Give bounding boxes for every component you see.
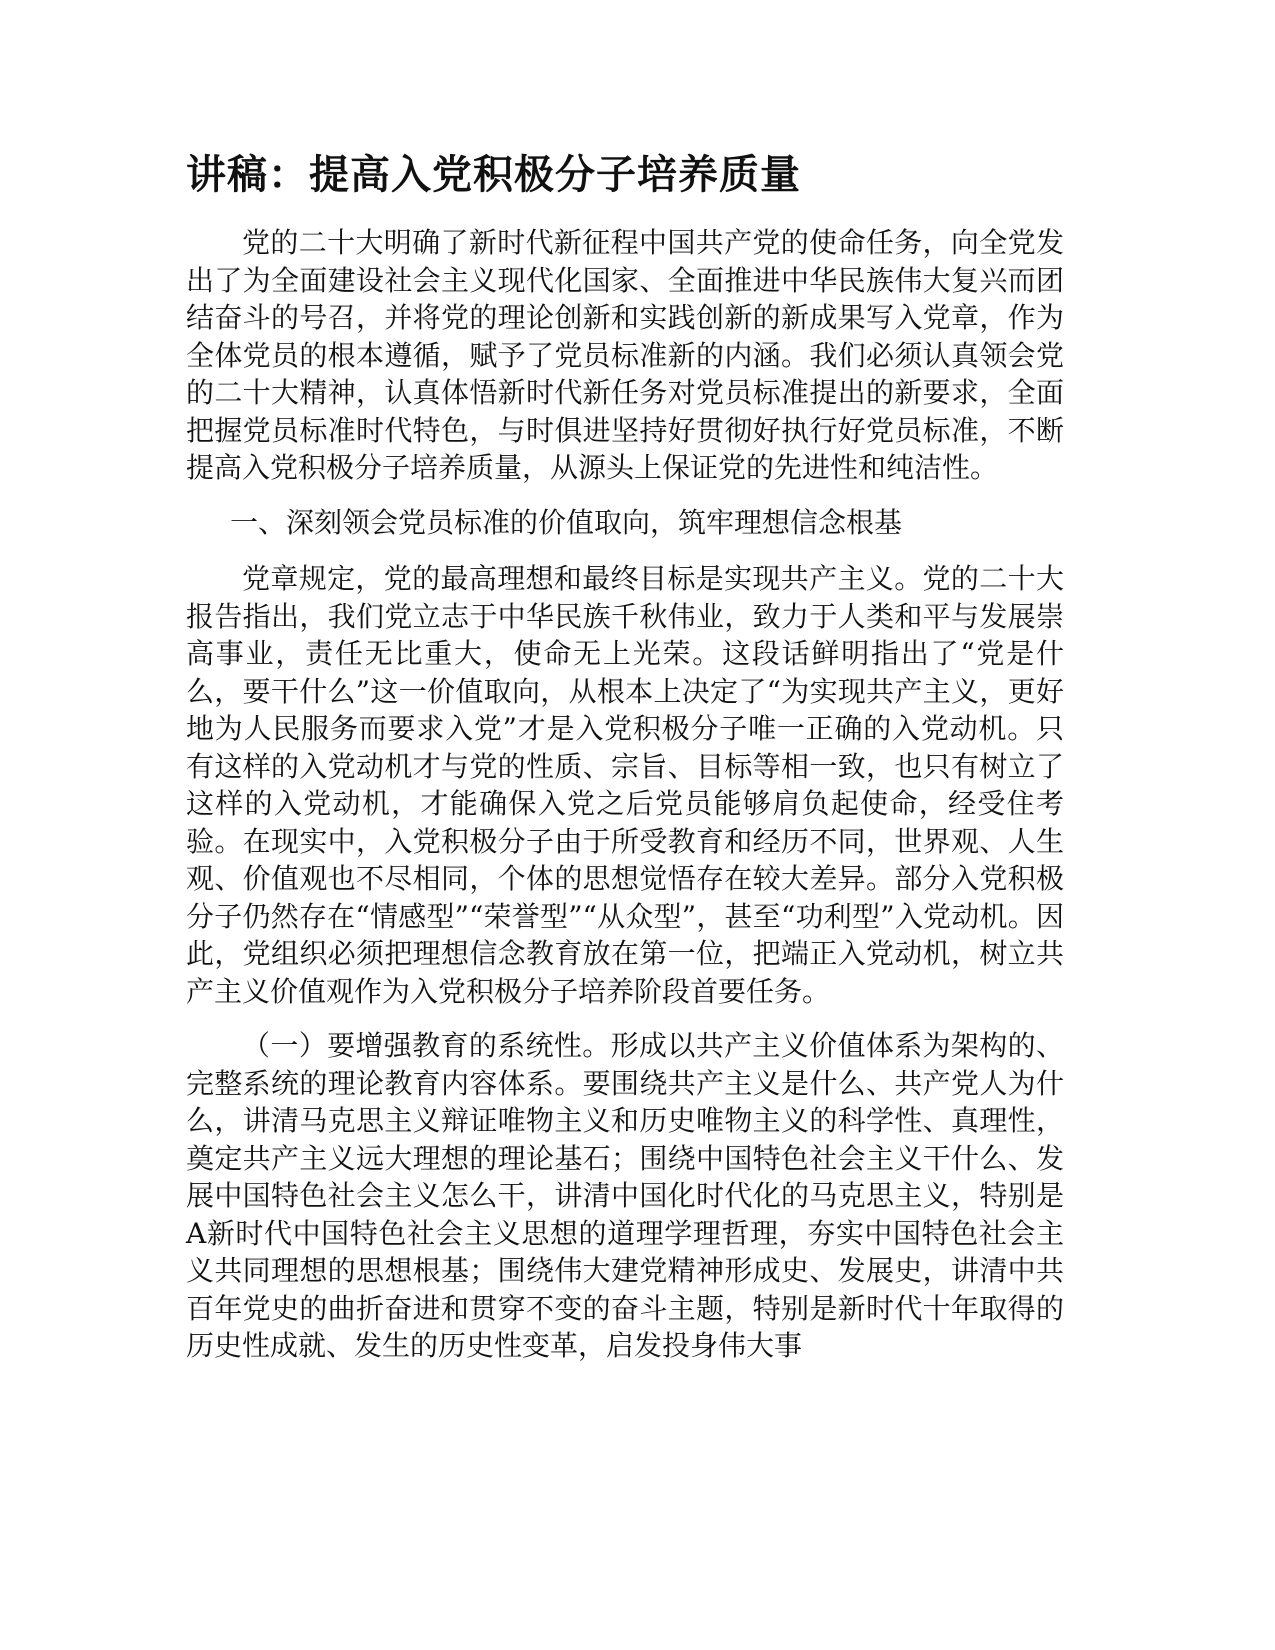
body-paragraph-3: （一）要增强教育的系统性。形成以共产主义价值体系为架构的、完整系统的理论教育内容体系。要围绕共产主义是什么、共产党人为什么，讲清马克思主义辩证唯物主义和历史唯物主义的科学性、真理性，奠定共产主义远大理想的理论基石；围绕中国特色社会主义干什么、发展中国特色社会主义怎么干，讲清中国化时代化的马克思主义，特别是A新时代中国特色社会主义思想的道理学理哲理，夯实中国特色社会主义共同理想的思想根基；围绕伟大建党精神形成史、发展史，讲清中共百年党史的曲折奋进和贯穿不变的奋斗主题，特别是新时代十年取得的历史性成就、发生的历史性变革，启发投身伟大事 (186, 1029, 1064, 1362)
document-title: 讲稿：提高入党积极分子培养质量 (186, 152, 801, 198)
intro-paragraph: 党的二十大明确了新时代新征程中国共产党的使命任务，向全党发出了为全面建设社会主义现代化国家、全面推进中华民族伟大复兴而团结奋斗的号召，并将党的理论创新和实践创新的新成果写入党章，作为全体党员的根本遵循，赋予了党员标准新的内涵。我们必须认真领会党的二十大精神，认真体悟新时代新任务对党员标准提出的新要求，全面把握党员标准时代特色，与时俱进坚持好贯彻好执行好党员标准，不断提高入党积极分子培养质量，从源头上保证党的先进性和纯洁性。 (186, 226, 1064, 484)
document-page (186, 148, 1064, 1382)
body-paragraph-2: 党章规定，党的最高理想和最终目标是实现共产主义。党的二十大报告指出，我们党立志于中华民族千秋伟业，致力于人类和平与发展崇高事业，责任无比重大，使命无上光荣。这段话鲜明指出了“党是什么，要干什么”这一价值取向，从根本上决定了“为实现共产主义，更好地为人民服务而要求入党”才是入党积极分子唯一正确的入党动机。只有这样的入党动机才与党的性质、宗旨、目标等相一致，也只有树立了这样的入党动机，才能确保入党之后党员能够肩负起使命，经受住考验。在现实中，入党积极分子由于所受教育和经历不同，世界观、人生观、价值观也不尽相同，个体的思想觉悟存在较大差异。部分入党积极分子仍然存在“情感型”“荣誉型”“从众型”，甚至“功利型”入党动机。因此，党组织必须把理想信念教育放在第一位，把端正入党动机，树立共产主义价值观作为入党积极分子培养阶段首要任务。 (186, 562, 1064, 1008)
section-heading-1: 一、深刻领会党员标准的价值取向，筑牢理想信念根基 (230, 505, 903, 539)
